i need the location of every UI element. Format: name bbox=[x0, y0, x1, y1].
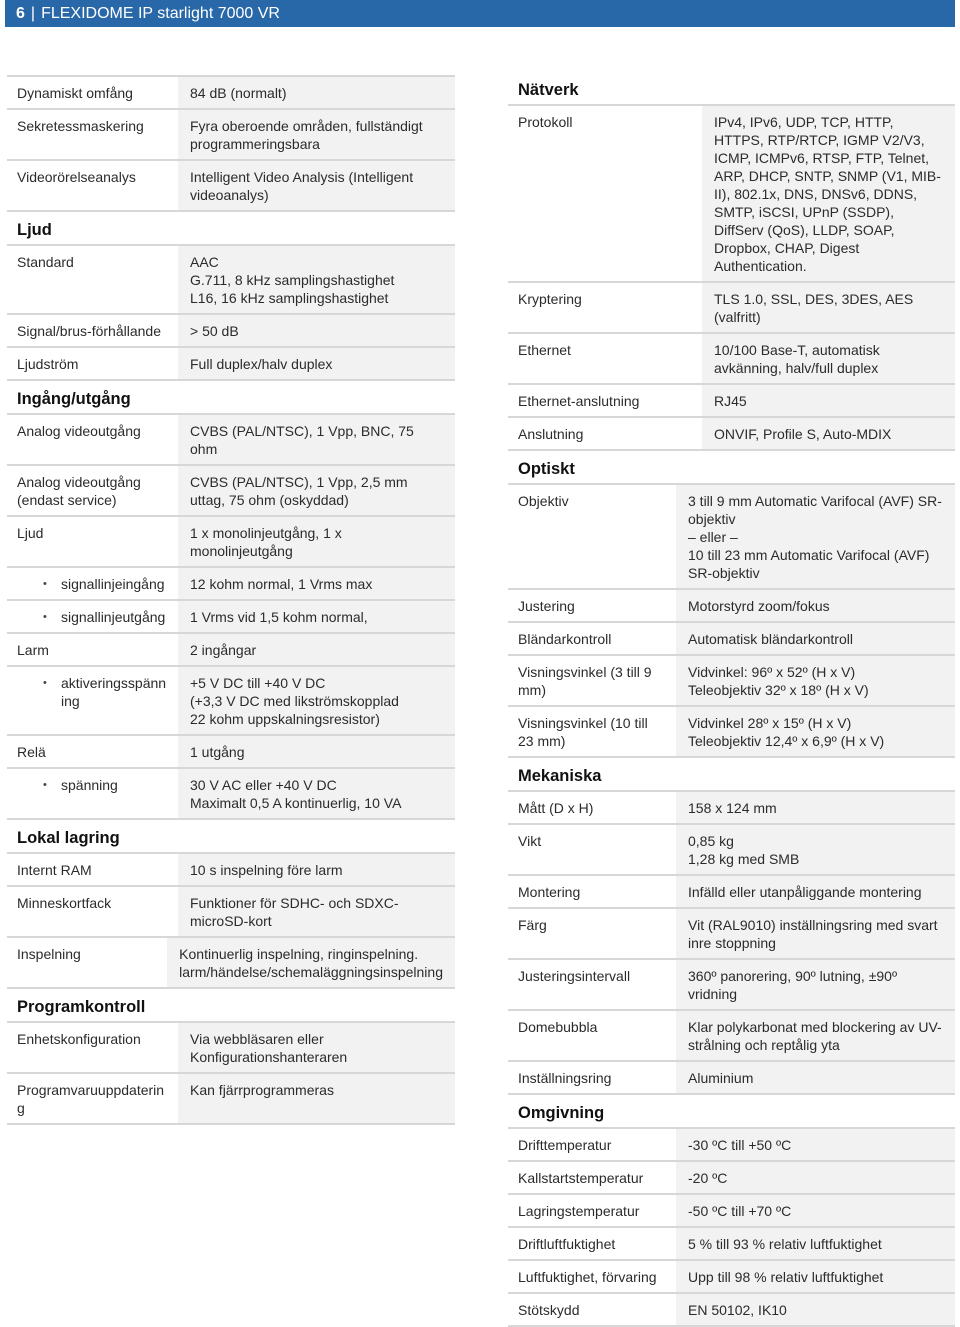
spec-row bbox=[508, 874, 955, 907]
spec-label: Internt RAM bbox=[7, 854, 178, 885]
spec-value-line: Funktioner för SDHC- och SDXC-microSD-kort bbox=[190, 895, 399, 929]
spec-label: Ljud bbox=[7, 517, 178, 566]
spec-label: Dynamiskt omfång bbox=[7, 77, 178, 108]
spec-value bbox=[676, 1129, 955, 1160]
spec-value bbox=[676, 707, 955, 756]
spec-value-line: 1 x monolinjeutgång, 1 x monolinjeutgång bbox=[190, 525, 342, 559]
spec-row bbox=[508, 383, 955, 416]
spec-value-line: 2 ingångar bbox=[190, 642, 257, 658]
spec-value-line: CVBS (PAL/NTSC), 1 Vpp, 2,5 mm uttag, 75 ohm (oskyddad) bbox=[190, 474, 408, 508]
spec-value-line: -30 ºC till +50 ºC bbox=[688, 1137, 792, 1153]
spec-label: Programvaruuppdaterin g bbox=[7, 1074, 178, 1123]
spec-value bbox=[178, 601, 455, 632]
spec-value-line: 10/100 Base-T, automatisk avkänning, halv/full duplex bbox=[714, 342, 880, 376]
spec-value-line: – eller – bbox=[688, 529, 738, 545]
spec-value-line: AAC bbox=[190, 254, 219, 270]
section-heading: Ljud bbox=[17, 221, 52, 239]
spec-value bbox=[178, 110, 455, 159]
spec-value-line: 10 till 23 mm Automatic Varifocal (AVF) SR-objektiv bbox=[688, 547, 930, 581]
spec-value-line: Aluminium bbox=[688, 1070, 754, 1086]
spec-label: Vikt bbox=[508, 825, 676, 874]
spec-row bbox=[508, 483, 955, 588]
section-heading: Optiskt bbox=[518, 460, 575, 478]
spec-value bbox=[676, 1162, 955, 1193]
spec-value-line: +5 V DC till +40 V DC bbox=[190, 675, 326, 691]
spec-value-line: 84 dB (normalt) bbox=[190, 85, 287, 101]
spec-row bbox=[508, 1292, 955, 1327]
spec-value bbox=[178, 161, 455, 210]
spec-label: Montering bbox=[508, 876, 676, 907]
spec-value-line: 1,28 kg med SMB bbox=[688, 851, 800, 867]
spec-value bbox=[676, 656, 955, 705]
spec-row bbox=[508, 332, 955, 383]
spec-row bbox=[7, 665, 455, 734]
spec-section-omgivning bbox=[508, 1095, 955, 1327]
spec-row bbox=[508, 104, 955, 281]
spec-label: Ethernet bbox=[508, 334, 702, 383]
header-separator: | bbox=[30, 5, 36, 22]
spec-value bbox=[676, 623, 955, 654]
spec-row bbox=[7, 734, 455, 767]
spec-row bbox=[508, 823, 955, 874]
spec-row bbox=[508, 1226, 955, 1259]
spec-row bbox=[508, 281, 955, 332]
spec-section-optiskt bbox=[508, 451, 955, 758]
spec-row bbox=[508, 1160, 955, 1193]
spec-value bbox=[178, 736, 455, 767]
spec-value-line: -50 ºC till +70 ºC bbox=[688, 1203, 792, 1219]
spec-value bbox=[702, 385, 955, 416]
spec-row bbox=[508, 621, 955, 654]
spec-label: Ljudström bbox=[7, 348, 178, 379]
spec-row bbox=[7, 566, 455, 599]
spec-value-line: 3 till 9 mm Automatic Varifocal (AVF) SR-objektiv bbox=[688, 493, 942, 527]
section-heading: Programkontroll bbox=[17, 998, 146, 1016]
section-heading: Lokal lagring bbox=[17, 829, 120, 847]
spec-row bbox=[508, 1259, 955, 1292]
spec-value-line: Vit (RAL9010) inställningsring med svart inre stoppning bbox=[688, 917, 938, 951]
section-heading: Omgivning bbox=[518, 1104, 605, 1122]
spec-value-line: 1 utgång bbox=[190, 744, 245, 760]
spec-value-line: Konfigurationshanteraren bbox=[190, 1049, 348, 1065]
spec-label: Visningsvinkel (3 till 9 mm) bbox=[508, 656, 676, 705]
spec-value-line: Infälld eller utanpåliggande montering bbox=[688, 884, 922, 900]
spec-value-line: RJ45 bbox=[714, 393, 747, 409]
spec-row bbox=[508, 1009, 955, 1060]
spec-value bbox=[676, 485, 955, 588]
spec-section-mekaniska bbox=[508, 758, 955, 1095]
spec-section-ljud bbox=[7, 212, 455, 381]
section-heading: Nätverk bbox=[518, 81, 579, 99]
spec-label: Domebubbla bbox=[508, 1011, 676, 1060]
spec-row bbox=[508, 907, 955, 958]
spec-value-line: 12 kohm normal, 1 Vrms max bbox=[190, 576, 373, 592]
spec-label: Anslutning bbox=[508, 418, 702, 449]
spec-value bbox=[178, 1074, 455, 1123]
spec-label: Signal/brus-förhållande bbox=[7, 315, 178, 346]
spec-value-line: Vidvinkel 28º x 15º (H x V) bbox=[688, 715, 852, 731]
spec-row bbox=[7, 515, 455, 566]
section-heading: Mekaniska bbox=[518, 767, 602, 785]
spec-value bbox=[702, 418, 955, 449]
spec-value-line: 22 kohm uppskalningsresistor) bbox=[190, 711, 380, 727]
spec-value bbox=[178, 769, 455, 818]
spec-label: Objektiv bbox=[508, 485, 676, 588]
spec-value bbox=[676, 1062, 955, 1093]
spec-label: Färg bbox=[508, 909, 676, 958]
spec-section-lokal-lagring bbox=[7, 820, 455, 989]
spec-value-line: Motorstyrd zoom/fokus bbox=[688, 598, 830, 614]
spec-value-line: G.711, 8 kHz samplingshastighet bbox=[190, 272, 395, 288]
spec-value-line: EN 50102, IK10 bbox=[688, 1302, 787, 1318]
spec-section-general bbox=[7, 75, 455, 212]
spec-value-line: ONVIF, Profile S, Auto-MDIX bbox=[714, 426, 892, 442]
spec-value bbox=[178, 415, 455, 464]
spec-row bbox=[7, 1072, 455, 1125]
spec-value-line: larm/händelse/schemaläggningsinspelning bbox=[179, 964, 443, 980]
spec-value bbox=[676, 876, 955, 907]
spec-value bbox=[676, 1294, 955, 1325]
spec-value bbox=[676, 1011, 955, 1060]
document-title: FLEXIDOME IP starlight 7000 VR bbox=[41, 5, 280, 22]
spec-value-line: TLS 1.0, SSL, DES, 3DES, AES (valfritt) bbox=[714, 291, 914, 325]
spec-section-programkontroll bbox=[7, 989, 455, 1125]
spec-value-line: Intelligent Video Analysis (Intelligent videoanalys) bbox=[190, 169, 414, 203]
spec-label: Analog videoutgång bbox=[7, 415, 178, 464]
spec-value-line: Teleobjektiv 12,4º x 6,9º (H x V) bbox=[688, 733, 885, 749]
spec-value-line: Vidvinkel: 96º x 52º (H x V) bbox=[688, 664, 856, 680]
spec-row bbox=[7, 632, 455, 665]
spec-value bbox=[676, 792, 955, 823]
spec-label: Kryptering bbox=[508, 283, 702, 332]
spec-label: Mått (D x H) bbox=[508, 792, 676, 823]
spec-row bbox=[7, 244, 455, 313]
spec-value bbox=[178, 634, 455, 665]
spec-label: Protokoll bbox=[508, 106, 702, 281]
page-header bbox=[5, 0, 955, 27]
spec-label: • signallinjeutgång bbox=[7, 601, 178, 632]
spec-row bbox=[7, 1021, 455, 1072]
spec-label: Inspelning bbox=[7, 938, 167, 987]
spec-label: • signallinjeingång bbox=[7, 568, 178, 599]
spec-value bbox=[702, 283, 955, 332]
spec-label: Analog videoutgång (endast service) bbox=[7, 466, 178, 515]
section-heading: Ingång/utgång bbox=[17, 390, 131, 408]
page-number: 6 bbox=[16, 5, 25, 22]
spec-row bbox=[7, 464, 455, 515]
spec-value-line: Klar polykarbonat med blockering av UV-strålning och reptålig yta bbox=[688, 1019, 942, 1053]
spec-label: Sekretessmaskering bbox=[7, 110, 178, 159]
spec-row bbox=[508, 1060, 955, 1095]
spec-value-line: Via webbläsaren eller bbox=[190, 1031, 324, 1047]
spec-value bbox=[702, 106, 955, 281]
spec-label: Justeringsintervall bbox=[508, 960, 676, 1009]
spec-value-line: 30 V AC eller +40 V DC bbox=[190, 777, 337, 793]
spec-value-line: 158 x 124 mm bbox=[688, 800, 777, 816]
spec-value-line: Fyra oberoende områden, fullständigt programmeringsbara bbox=[190, 118, 423, 152]
spec-value bbox=[178, 667, 455, 734]
spec-label: • spänning bbox=[7, 769, 178, 818]
spec-value bbox=[178, 315, 455, 346]
spec-value bbox=[676, 1261, 955, 1292]
spec-label: Minneskortfack bbox=[7, 887, 178, 936]
spec-label: Larm bbox=[7, 634, 178, 665]
spec-label: • aktiveringsspänn ing bbox=[7, 667, 178, 734]
spec-row bbox=[7, 313, 455, 346]
spec-value bbox=[178, 517, 455, 566]
spec-value-line: 1 Vrms vid 1,5 kohm normal, bbox=[190, 609, 368, 625]
spec-value-line: 360º panorering, 90º lutning, ±90º vridning bbox=[688, 968, 898, 1002]
spec-label: Kallstartstemperatur bbox=[508, 1162, 676, 1193]
spec-row bbox=[508, 654, 955, 705]
right-spec-column bbox=[508, 72, 955, 1327]
spec-row bbox=[7, 75, 455, 108]
spec-value bbox=[178, 246, 455, 313]
spec-row bbox=[7, 108, 455, 159]
spec-value-line: 10 s inspelning före larm bbox=[190, 862, 343, 878]
spec-value bbox=[178, 1023, 455, 1072]
spec-value bbox=[178, 77, 455, 108]
spec-value bbox=[676, 590, 955, 621]
spec-value bbox=[178, 466, 455, 515]
spec-label: Driftluftfuktighet bbox=[508, 1228, 676, 1259]
spec-value bbox=[676, 909, 955, 958]
spec-row bbox=[508, 588, 955, 621]
spec-label: Luftfuktighet, förvaring bbox=[508, 1261, 676, 1292]
spec-row bbox=[508, 790, 955, 823]
spec-label: Drifttemperatur bbox=[508, 1129, 676, 1160]
spec-label: Relä bbox=[7, 736, 178, 767]
spec-row bbox=[7, 413, 455, 464]
spec-row bbox=[7, 852, 455, 885]
spec-value-line: Kan fjärrprogrammeras bbox=[190, 1082, 334, 1098]
spec-value-line: Upp till 98 % relativ luftfuktighet bbox=[688, 1269, 884, 1285]
spec-section-ingang-utgang bbox=[7, 381, 455, 820]
spec-label: Stötskydd bbox=[508, 1294, 676, 1325]
spec-value-line: > 50 dB bbox=[190, 323, 239, 339]
spec-label: Lagringstemperatur bbox=[508, 1195, 676, 1226]
spec-row bbox=[7, 346, 455, 381]
spec-row bbox=[508, 1193, 955, 1226]
spec-value bbox=[178, 568, 455, 599]
spec-row bbox=[7, 885, 455, 936]
spec-value-line: CVBS (PAL/NTSC), 1 Vpp, BNC, 75 ohm bbox=[190, 423, 414, 457]
spec-value-line: Maximalt 0,5 A kontinuerlig, 10 VA bbox=[190, 795, 402, 811]
spec-label: Ethernet-anslutning bbox=[508, 385, 702, 416]
spec-row bbox=[508, 958, 955, 1009]
spec-row bbox=[7, 599, 455, 632]
spec-label: Justering bbox=[508, 590, 676, 621]
spec-value-line: 5 % till 93 % relativ luftfuktighet bbox=[688, 1236, 882, 1252]
spec-row bbox=[508, 705, 955, 758]
spec-row bbox=[7, 767, 455, 820]
spec-value bbox=[167, 938, 455, 987]
spec-value-line: L16, 16 kHz samplingshastighet bbox=[190, 290, 389, 306]
spec-label: Inställningsring bbox=[508, 1062, 676, 1093]
spec-value bbox=[676, 1228, 955, 1259]
spec-label: Enhetskonfiguration bbox=[7, 1023, 178, 1072]
left-spec-column bbox=[7, 75, 455, 1125]
spec-value bbox=[676, 960, 955, 1009]
spec-value bbox=[178, 348, 455, 379]
spec-row bbox=[508, 416, 955, 451]
spec-value-line: -20 ºC bbox=[688, 1170, 728, 1186]
spec-value bbox=[178, 854, 455, 885]
spec-label: Standard bbox=[7, 246, 178, 313]
spec-row bbox=[7, 936, 455, 989]
spec-label: Visningsvinkel (10 till 23 mm) bbox=[508, 707, 676, 756]
spec-value bbox=[702, 334, 955, 383]
spec-value-line: Teleobjektiv 32º x 18º (H x V) bbox=[688, 682, 869, 698]
spec-row bbox=[508, 1127, 955, 1160]
spec-row bbox=[7, 159, 455, 212]
spec-value-line: 0,85 kg bbox=[688, 833, 734, 849]
spec-label: Videorörelseanalys bbox=[7, 161, 178, 210]
spec-value-line: Kontinuerlig inspelning, ringinspelning. bbox=[179, 946, 419, 962]
spec-value-line: (+3,3 V DC med likströmskopplad bbox=[190, 693, 399, 709]
spec-section-natverk bbox=[508, 72, 955, 451]
spec-value bbox=[676, 1195, 955, 1226]
spec-value-line: Automatisk bländarkontroll bbox=[688, 631, 853, 647]
spec-value-line: Full duplex/halv duplex bbox=[190, 356, 333, 372]
spec-value bbox=[178, 887, 455, 936]
spec-value-line: IPv4, IPv6, UDP, TCP, HTTP, HTTPS, RTP/RTCP, IGMP V2/V3, ICMP, ICMPv6, RTSP, FTP, Telnet, ARP, DHCP, SNTP, SNMP (V1, MIB-II), 802.1x, DNS, DNSv6, DDNS, SMTP, iSCSI, UPnP (SSDP), DiffServ (QoS), LLDP, SOAP, Dropbox, CHAP, Digest Authentication. bbox=[714, 114, 941, 274]
spec-label: Bländarkontroll bbox=[508, 623, 676, 654]
spec-value bbox=[676, 825, 955, 874]
